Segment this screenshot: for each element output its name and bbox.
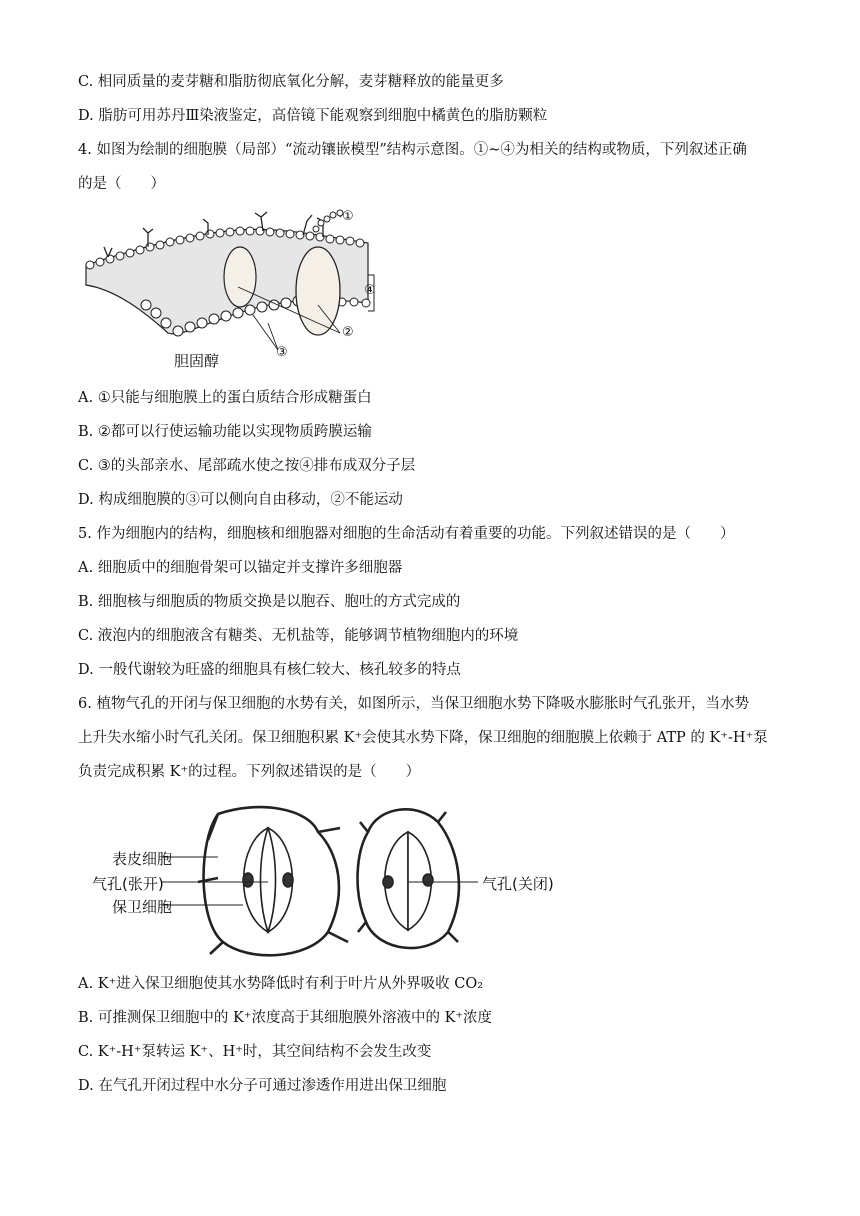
label-stoma-open: 气孔(张开) [92, 875, 164, 893]
question-6-stem: 6. 植物气孔的开闭与保卫细胞的水势有关，如图所示，当保卫细胞水势下降吸水膨胀时气孔张开，当水势 [78, 696, 749, 712]
question-6-stem-end: 负责完成积累 K⁺的过程。下列叙述错误的是（ ） [78, 764, 421, 780]
option-5d: D. 一般代谢较为旺盛的细胞具有核仁较大、核孔较多的特点 [78, 662, 461, 678]
option-5c: C. 液泡内的细胞液含有糖类、无机盐等，能够调节植物细胞内的环境 [78, 628, 519, 644]
question-5-stem: 5. 作为细胞内的结构，细胞核和细胞器对细胞的生命活动有着重要的功能。下列叙述错误的是（ ） [78, 526, 735, 542]
label-2: ② [342, 325, 354, 340]
label-stoma-closed: 气孔(关闭) [482, 875, 554, 893]
option-4b: B. ②都可以行使运输功能以实现物质跨膜运输 [78, 424, 372, 440]
option-6a: A. K⁺进入保卫细胞使其水势降低时有利于叶片从外界吸收 CO₂ [78, 976, 484, 992]
label-1: ① [342, 209, 354, 224]
option-4a: A. ①只能与细胞膜上的蛋白质结合形成糖蛋白 [78, 390, 372, 406]
label-cholesterol: 胆固醇 [174, 352, 220, 370]
label-epidermal-cell: 表皮细胞 [112, 850, 173, 868]
option-5a: A. 细胞质中的细胞骨架可以锚定并支撑许多细胞器 [78, 560, 403, 576]
membrane-diagram [78, 205, 378, 373]
option-6b: B. 可推测保卫细胞中的 K⁺浓度高于其细胞膜外溶液中的 K⁺浓度 [78, 1010, 493, 1026]
option-4c: C. ③的头部亲水、尾部疏水使之按④排布成双分子层 [78, 458, 416, 474]
option-6c: C. K⁺-H⁺泵转运 K⁺、H⁺时，其空间结构不会发生改变 [78, 1044, 432, 1060]
stomata-diagram [78, 792, 598, 964]
question-4-stem-cont: 的是（ ） [78, 176, 165, 192]
membrane-illustration [78, 205, 378, 373]
question-6-stem-cont: 上升失水缩小时气孔关闭。保卫细胞积累 K⁺会使其水势下降，保卫细胞的细胞膜上依赖于 ATP 的 K⁺-H⁺泵 [78, 730, 768, 746]
label-guard-cell: 保卫细胞 [112, 898, 173, 916]
option-4d: D. 构成细胞膜的③可以侧向自由移动，②不能运动 [78, 492, 403, 508]
option-5b: B. 细胞核与细胞质的物质交换是以胞吞、胞吐的方式完成的 [78, 594, 461, 610]
label-4: ④ [364, 283, 376, 298]
question-4-stem: 4. 如图为绘制的细胞膜（局部）“流动镶嵌模型”结构示意图。①~④为相关的结构或物质，下列叙述正确 [78, 142, 747, 158]
option-3d: D. 脂肪可用苏丹Ⅲ染液鉴定，高倍镜下能观察到细胞中橘黄色的脂肪颗粒 [78, 108, 548, 124]
label-3: ③ [276, 345, 288, 360]
option-6d: D. 在气孔开闭过程中水分子可通过渗透作用进出保卫细胞 [78, 1078, 447, 1094]
option-3c: C. 相同质量的麦芽糖和脂肪彻底氧化分解，麦芽糖释放的能量更多 [78, 74, 504, 90]
